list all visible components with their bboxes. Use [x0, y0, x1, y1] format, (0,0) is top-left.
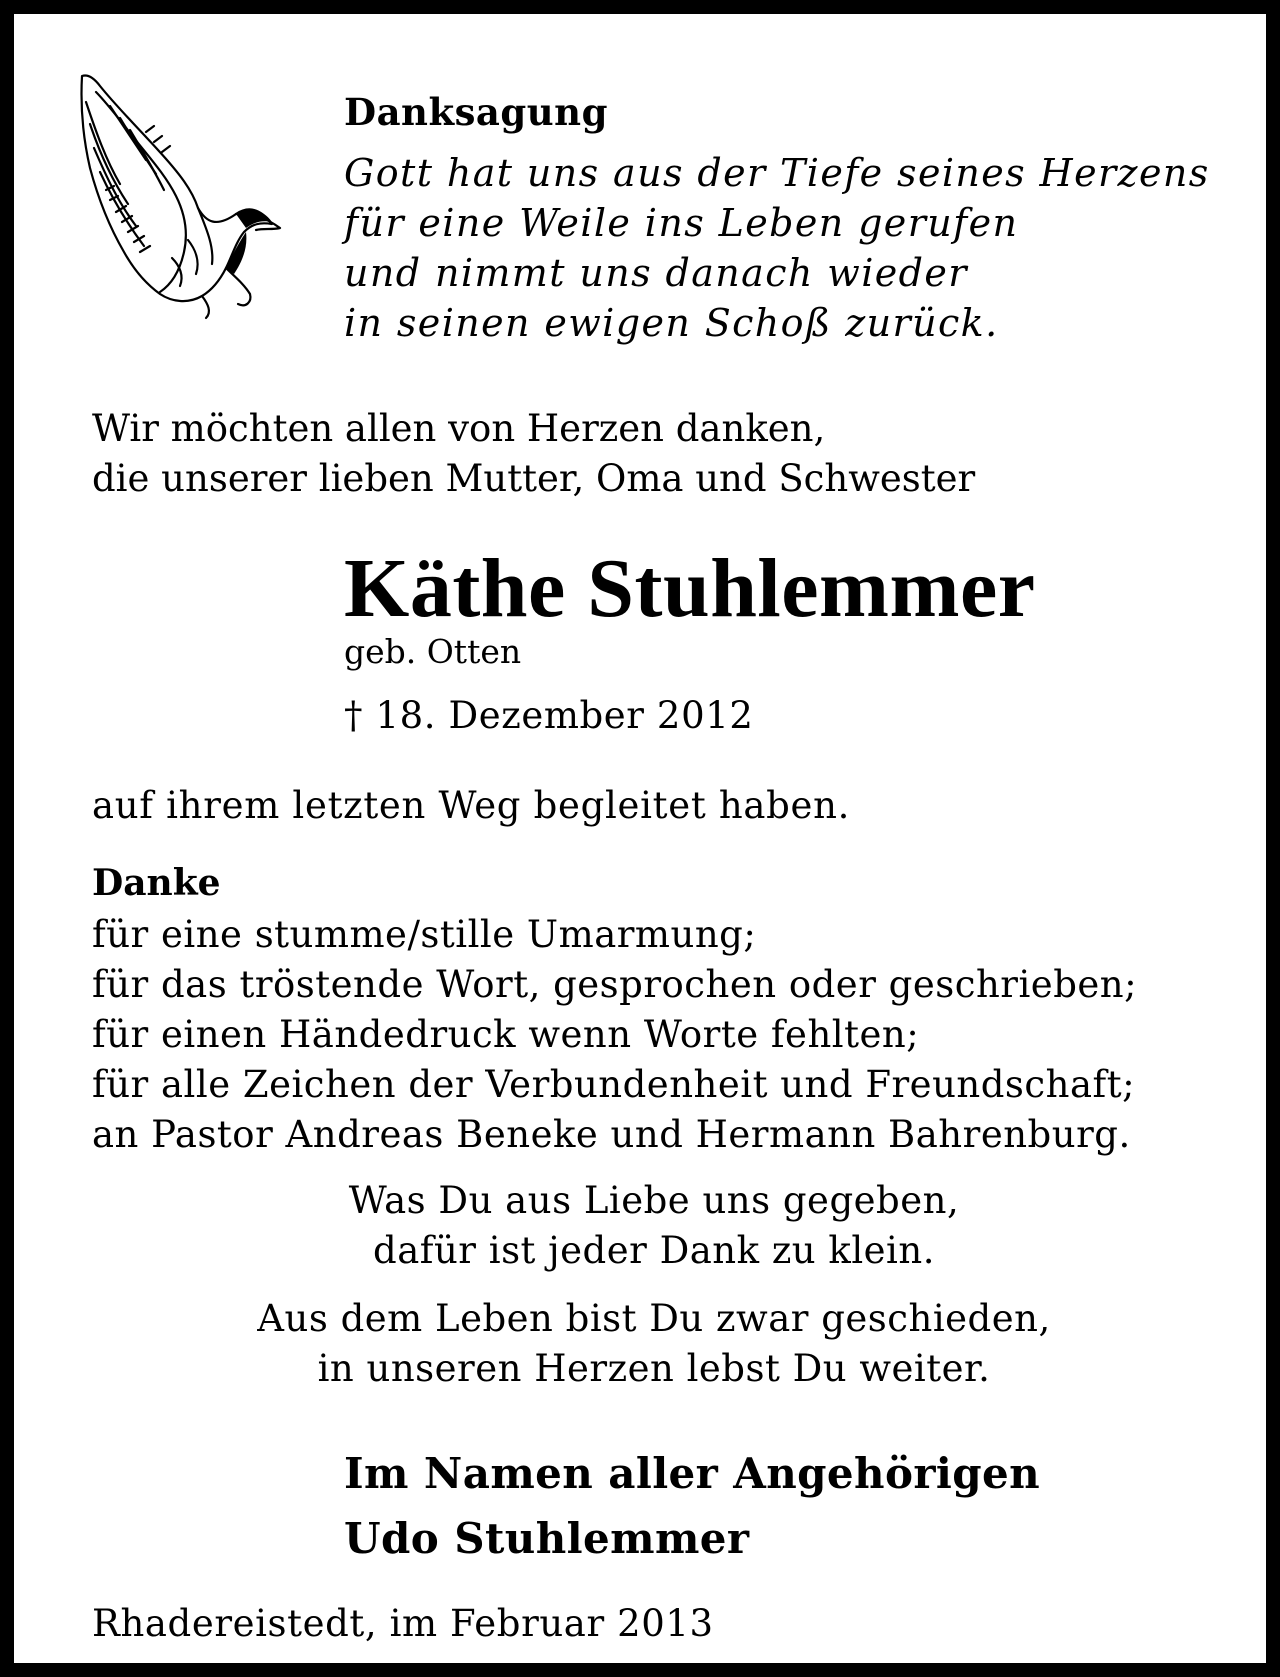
- quote-line: Aus dem Leben bist Du zwar geschieden,: [257, 1297, 1051, 1340]
- quote-first: [14, 1176, 1280, 1276]
- notice-heading: Danksagung: [344, 90, 608, 134]
- verse-line: für eine Weile ins Leben gerufen: [344, 201, 1019, 245]
- deceased-name: Käthe Stuhlemmer: [344, 542, 1036, 635]
- intro-line: Wir möchten allen von Herzen danken,: [92, 407, 826, 450]
- quote-line: dafür ist jeder Dank zu klein.: [373, 1229, 935, 1272]
- intro-text: [92, 404, 975, 504]
- after-name-text: auf ihrem letzten Weg begleitet haben.: [92, 784, 851, 827]
- birth-name: geb. Otten: [344, 632, 522, 671]
- list-item: an Pastor Andreas Beneke und Hermann Bahrenburg.: [92, 1113, 1131, 1156]
- verse-line: Gott hat uns aus der Tiefe seines Herzens: [344, 151, 1210, 195]
- verse: [344, 148, 1210, 348]
- signature-name: Udo Stuhlemmer: [344, 1514, 750, 1563]
- death-date: † 18. Dezember 2012: [344, 694, 754, 737]
- quote-second: [14, 1294, 1280, 1394]
- list-item: für alle Zeichen der Verbundenheit und Freundschaft;: [92, 1063, 1136, 1106]
- list-item: für eine stumme/stille Umarmung;: [92, 913, 757, 956]
- place-date: Rhadereistedt, im Februar 2013: [92, 1602, 714, 1645]
- quote-line: in unseren Herzen lebst Du weiter.: [317, 1347, 991, 1390]
- signature-line: Im Namen aller Angehörigen: [344, 1449, 1041, 1498]
- danke-title: Danke: [92, 862, 221, 904]
- list-item: für einen Händedruck wenn Worte fehlten;: [92, 1013, 920, 1056]
- verse-line: und nimmt uns danach wieder: [344, 251, 968, 295]
- danke-list: [92, 910, 1137, 1160]
- verse-line: in seinen ewigen Schoß zurück.: [344, 301, 999, 345]
- list-item: für das tröstende Wort, gesprochen oder geschrieben;: [92, 963, 1138, 1006]
- intro-line: die unserer lieben Mutter, Oma und Schwester: [92, 457, 976, 500]
- praying-hands-icon: [76, 72, 286, 322]
- quote-line: Was Du aus Liebe uns gegeben,: [348, 1179, 960, 1222]
